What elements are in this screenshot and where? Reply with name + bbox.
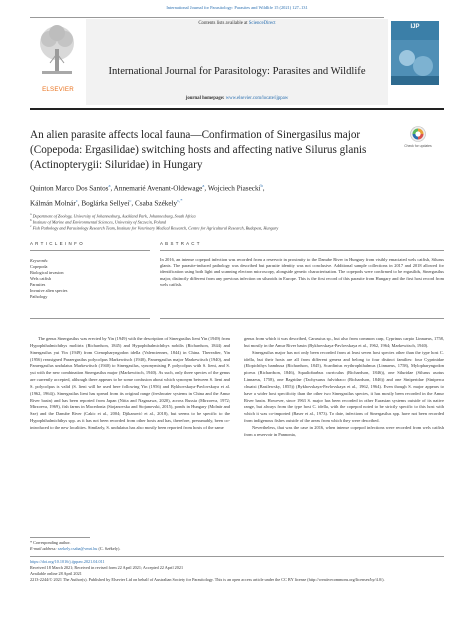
license-note: 2213-2244/© 2021 The Author(s). Published by Elsevier Ltd on behalf of Australian Society for Parasitology. This is an open access article under the CC BY license (http://creativecommons.org/licenses/by/4.0/). [30,577,385,582]
author-list: Quinton Marco Dos Santos$^a$, Annemarié Avenant-Oldewage$^a$, Wojciech Piasecki$^b$, Kálmán Molnár$^c$, Boglárka Sellyei$^c$, Csaba Székely$^{c,*}$ [30,183,265,208]
article-info-label: A R T I C L E I N F O [30,241,84,246]
affiliation-marker: b [30,218,32,222]
footer-rule [30,556,444,557]
abstract-label: A B S T R A C T [160,241,200,246]
keyword: Pathology [30,294,48,299]
body-left-column: The genus Sinergasilus was erected by Yin (1949) with the description of Sinergasilus lieni Yin (1949) from Hypophthalmichthys molitrix (Richardson, 1845) and Hypophthalmichthys nobilis (Richardson, 1844) and Sinergasilus yui Yin (1949) from Ctenopharyngodon idella (Valenciennes, 1844) in China. Thereafter, Yin (1956) reassigned Paraergasilus polycolpus Markewitsch (1940), Paraergasilus major Markewitsch (1940), and Paraergasilus undulatus Markewitsch (1940) to Sinergasilus, synonymising P. polycolpus with S. lieni, and S. yui with the new combination Sinergasilus major (Markewitsch, 1940). As such, only three species of the genus are currently accepted, although there appears to be some confusion about which synonym between S. lieni and S. polycolpus is valid (S. lieni will be used here following Yin (1956) and Bykhovskaya-Pavlovskaya et al. (1962, 1964)). Sinergasilus lieni has spread from its original range (freshwater systems in China and the Amur River basin) and has been reported from Japan (Nitta and Nagasawa, 2020), across Russia (Mirzoeva, 1972; Mirzoeva, 1969), fish farms in Macedonia (Stojanovska and Stojanovski, 2015), ponds in Hungary (Molnár and Sze) and the Danube River (Cakic et al., 2004; Djikanović et al., 2018), but seems to be specific to the Hypophthalmichthys spp. as it has not been recorded from other hosts and has, therefore, presumably, been co-introduced to the new localities. Similarly, S. undulatus has also mostly been reported from hosts of the same [30,336,230,430]
affiliation [30,223,444,231]
email-suffix: (C. Székely). [97,546,121,551]
corresponding-author-note: * Corresponding author. [30,540,71,545]
crossmark-icon[interactable] [410,126,426,142]
keywords-heading: Keywords: [30,258,49,263]
author-affil-marker: a [202,183,205,188]
homepage-url[interactable]: www.elsevier.com/locate/ijppaw [225,96,289,101]
author-name[interactable]: Kálmán Molnár [30,199,76,208]
author-name[interactable]: Quinton Marco Dos Santos [30,184,109,193]
masthead-band [86,19,388,105]
keyword: Invasive alien species [30,288,68,293]
keyword: Copepoda [30,264,48,269]
contents-line [90,21,384,26]
doi-link[interactable]: https://doi.org/10.1016/j.ijppaw.2021.04.011 [30,559,105,564]
running-head: International Journal for Parasitology: Parasites and Wildlife 15 (2021) 127–131 [166,5,308,10]
author-affil-marker: a [108,183,111,188]
email-link[interactable]: szekely.csaba@vmri.hu [57,546,98,551]
info-rule [30,250,150,251]
affiliation-text: Department of Zoology, University of Johannesburg, Auckland Park, Johannesburg, South Africa [32,213,196,219]
affiliation-text: Fish Pathology and Parasitology Research Team, Institute for Veterinary Medical Research, Centre for Agricultural Research, Budapest, Hungary [32,225,279,231]
homepage-line [90,96,384,101]
elsevier-tree-logo [32,19,82,84]
homepage-label: journal homepage: [185,96,225,101]
available-online-note: Available online 28 April 2021 [30,571,82,576]
cover-art-icon [391,40,439,85]
journal-title: International Journal for Parasitology: Parasites and Wildlife [108,66,366,77]
abstract-bottom-rule [160,318,444,319]
masthead-top-rule [30,17,384,18]
keyword: Parasites [30,282,46,287]
cover-label: IJP [410,24,420,30]
contents-prefix: Contents lists available at [198,21,249,26]
author-affil-marker: c [129,197,132,203]
article-title [30,128,430,173]
body-paragraph: Sinergasilus major has not only been recorded from at least seven host species other than the type host C. idella, but their hosts are all from different genera and belong to four distinct families: four Cyprinidae (Elopichthys bambusa (Richardson, 1845), Scardinius erythrophthalmus (Linnaeus, 1758), Mylopharyngodon piceus (Richardson, 1846), Squaliobarbus curriculus (Richardson, 1846)), one Siluridae (Silurus asotus Linnaeus, 1758), one Bagridae (Tachysurus fulvidraco (Richardson, 1846)) and one Siniperidae (Siniperca chuatsi (Basilewsky, 1855)) (Bykhovskaya-Pavlovskaya et al., 1962, 1964). Even though S. major appears to have a wider host specificity than the other two Sinergasilus species, it has mostly been recorded in the Amur River basin. However, since 1963 S. major has been recorded in other Eurasian systems outside of its native range, but always from the type host C. idella, with the copepod noted to be strictly specific to this host with which it was co-imported (Baser et al., 1973). To date, infections of Sinergasilus spp. have not been recorded from indigenous fishes outside of the areas from which they were described. [244,349,444,424]
footnote-rule [30,537,90,538]
info-bottom-rule [30,318,150,319]
author-affil-marker: c,* [177,197,183,203]
author-affil-marker: b [260,183,263,188]
body-paragraph: Nevertheless, that was the case in 2016, when intense copepod infections were recorded from wels catfish from a reservoir in Pannonia, [244,424,444,437]
affiliation-marker: a [30,212,32,216]
history-note: Received 18 March 2021; Received in revised form 22 April 2021; Accepted 22 April 2021 [30,565,184,570]
publisher-wordmark: ELSEVIER [42,86,74,93]
affiliation-marker: c [30,224,32,228]
email-note [30,546,230,552]
abstract-text: In 2016, an intense copepod infection was recorded from a reservoir in proximity to the Danube River in Hungary from visibly emaciated wels catfish, Silurus glanis. The parasite-induced pathology was described but parasite identity was not conclusive. Additional sample collections in 2017 and 2018 allowed for identification using both light and scanning electron microscopy, alongside genetic characterisation. The copepods were confirmed to be ergasilids, Sinergasilus major, distinctly different from any previous infection on siluroids in Europe. This is the first record of this parasite from Hungary and the first host record from wels catfish. [160,257,444,287]
crossmark-label: Check for updates [404,144,432,148]
author-name[interactable]: Annemarié Avenant-Oldewage [113,184,203,193]
author-name[interactable]: Boglárka Sellyei [81,199,130,208]
sciencedirect-link[interactable]: ScienceDirect [248,21,276,26]
author-name[interactable]: Csaba Székely [135,199,178,208]
title-line: (Copepoda: Ergasilidae) switching hosts and affecting native Silurus glanis [30,144,367,156]
keyword: Biological invasion [30,270,64,275]
body-paragraph: genus from which it was described, Carassius sp., but also from common carp, Cyprinus carpio Linnaeus, 1758, but mostly in the Amur River basin (Bykhovskaya-Pavlovskaya et al., 1962, 1964; Markewitsch, 1940). [244,336,444,348]
author-affil-marker: c [75,197,78,203]
abstract-rule [160,250,444,251]
affiliation-text: Institute of Marine and Environmental Sciences, University of Szczecin, Poland [32,219,166,225]
masthead-bottom-rule [30,108,444,110]
email-label: E-mail address: [30,546,57,551]
body-right-column [244,336,444,439]
title-line: (Actinopterygii: Siluridae) in Hungary [30,159,203,171]
author-name[interactable]: Wojciech Piasecki [207,184,261,193]
keyword: Wels catfish [30,276,52,281]
title-line: An alien parasite affects local fauna—Confirmation of Sinergasilus major [30,129,361,141]
